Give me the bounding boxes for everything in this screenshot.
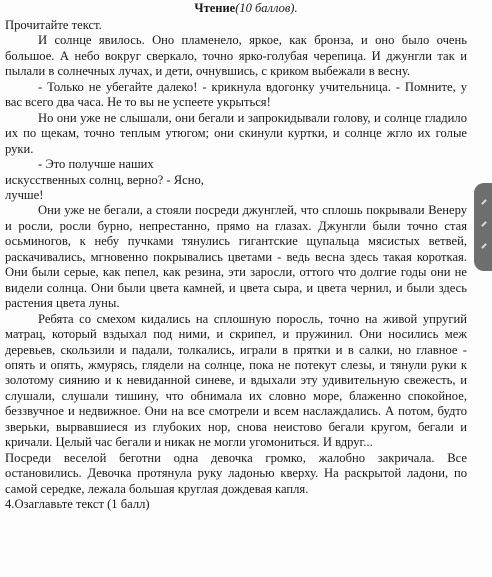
section-points: (10 баллов).: [235, 1, 298, 15]
paragraph: Они уже не бегали, а стояли посреди джунглей, что сплошь покрывали Венеру и росли, росли бурно, непрестанно, прямо на глазах. Джунгли были точно стая осьминогов, к небу пучками тянулись гигантские щупальца мясистых ветвей, раскачивались, мгновенно покрывались цветами - ведь весна здесь такая короткая. Они были серые, как пепел, как резина, эти заросли, оттого что долгие годы они не видели солнца. Они были цвета камней, и цвета сыра, и цвета чернил, и были здесь растения цвета луны.: [5, 203, 467, 311]
paragraph: Посреди веселой беготни одна девочка громко, жалобно закричала. Все остановились. Девочка протянула руку ладонью кверху. На раскрытой ладони, по самой середке, лежала большая круглая дождевая капля.: [5, 450, 467, 496]
paragraph: И солнце явилось. Оно пламенело, яркое, как бронза, и оно было очень большое. А небо вокруг сверкало, точно ярко-голубая черепица. И джунгли так и пылали в солнечных лучах, и дети, очнувшись, с криком выбежали в весну.: [5, 33, 467, 79]
instruction-line: Прочитайте текст.: [5, 18, 102, 32]
task-question: 4.Озаглавьте текст (1 балл): [5, 497, 150, 512]
paragraph: Ребята со смехом кидались на сплошную поросль, точно на живой упругий матрац, который вздыхал под ними, и скрипел, и пружинил. Они носились меж деревьев, скользили и падали, толкались, играли в прятки и в салки, но главное - опять и опять, жмурясь, глядели на солнце, пока не потекут слезы, и тянули руки к золотому сиянию и к невиданной синеве, и вдыхали эту удивительную свежесть, и слушали, слушали тишину, что обнимала их словно море, блаженно спокойное, беззвучное и недвижное. Они на все смотрели и всем наслаждались. А потом, будто зверьки, вырвавшиеся из глубоких нор, снова неистово бегали кругом, бегали и кричали. Целый час бегали и никак не могли угомониться. И вдруг...: [5, 311, 467, 450]
paragraph: - Только не убегайте далеко! - крикнула вдогонку учительница. - Помните, у вас всего два часа. Не то вы не успеете укрыться!: [5, 79, 467, 110]
chevron-icon: [481, 221, 487, 227]
paragraph: - Это получше наших искусственных солнц, верно? - Ясно, лучше!: [5, 157, 204, 202]
side-scroll-tab[interactable]: [474, 183, 492, 271]
reading-text: [5, 18, 467, 513]
section-title: Чтение: [194, 1, 236, 15]
section-header: [0, 1, 492, 15]
chevron-icon: [481, 199, 487, 205]
paragraph: Но они уже не слышали, они бегали и запрокидывали голову, и солнце гладило их по щекам, точно теплым утюгом; они скинули куртки, и солнце жгло их голые руки.: [5, 110, 467, 156]
chevron-icon: [481, 243, 487, 249]
